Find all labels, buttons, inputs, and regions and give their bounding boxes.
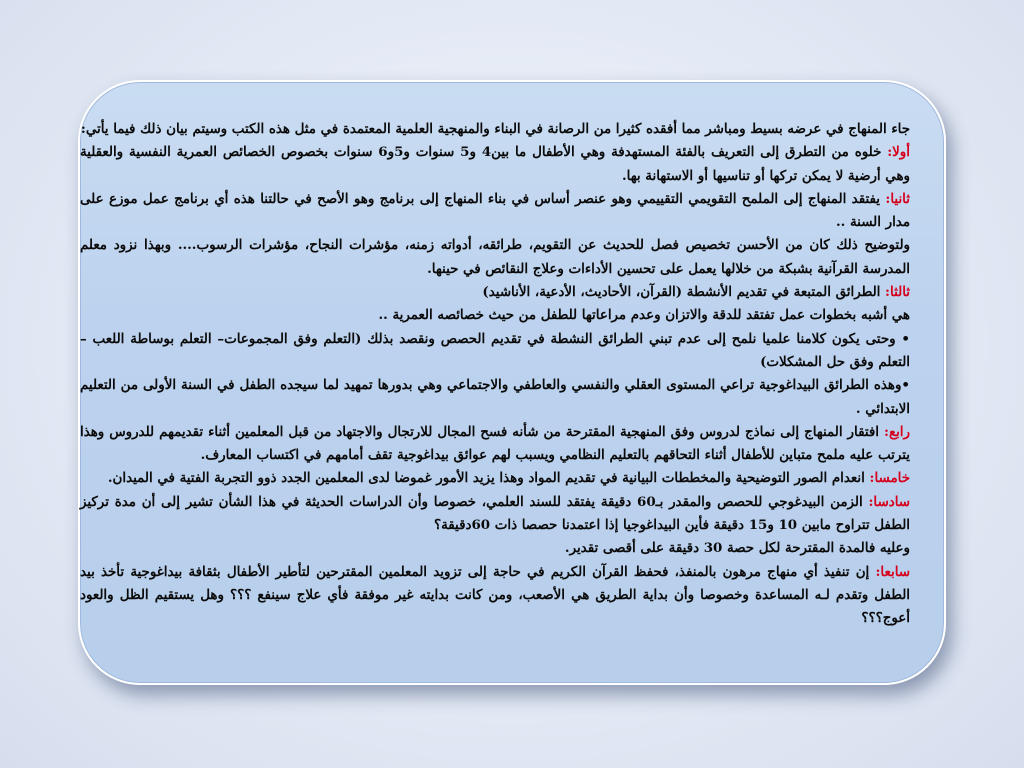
point-fifth (80, 467, 910, 490)
point-first (80, 141, 910, 188)
clarification-paragraph (80, 234, 910, 281)
bullet-pedagogical-methods (80, 374, 910, 421)
bullet-active-methods (80, 328, 910, 375)
paragraph-label: سادسا: (868, 493, 910, 510)
paragraph-text: إن تنفيذ أي منهاج مرهون بالمنفذ، فحفظ القرآن الكريم في حاجة إلى تزويد المعلمين المقترحين لتأطير الأطفال بثقافة بيداغوجية تأخذ بيد الطفل وتقدم لـه المساعدة وخصوصا وأن بداية الطريق هي الأصعب، ومن كانت بدايته غير موفقة فأي علاج سينفع ؟؟؟ وهل يستقيم الظل والعود أعوج؟؟؟ (80, 563, 910, 627)
paragraph-label: ثانيا: (885, 190, 910, 207)
slide-text-body (80, 118, 910, 631)
third-detail-paragraph (80, 304, 910, 327)
paragraph-text: الزمن البيدغوجي للحصص والمقدر بـ60 دقيقة يفتقد للسند العلمي، خصوصا وأن الدراسات الحديثة في هذا الشأن تشير إلى أن مدة تركيز الطفل تتراوح مابين 10 و15 دقيقة فأين البيداغوجيا إذا اعتمدنا حصصا ذات 60دقيقة؟ (80, 493, 910, 534)
paragraph-label: سابعا: (875, 563, 910, 580)
paragraph-text: خلوه من التطرق إلى التعريف بالفئة المستهدفة وهي الأطفال ما بين4 و5 سنوات و5و6 سنوات بخصوص الخصائص العمرية النفسية والعقلية وهي أرضية لا يمكن تركها أو تناسيها أو الاستهانة بها. (80, 144, 910, 184)
paragraph-label: ثالثا: (885, 284, 910, 301)
paragraph-label: خامسا: (869, 470, 910, 487)
paragraph-text: وعليه فالمدة المقترحة لكل حصة 30 دقيقة على أقصى تقدير. (564, 540, 910, 557)
paragraph-text: افتقار المنهاج إلى نماذج لدروس وفق المنهجية المقترحة من شأنه فسح المجال للارتجال والاجتهاد من قبل المعلمين أثناء تقديمهم للدروس وهذا يترتب عليه ملمح متباين للأطفال أثناء التحاقهم بالتعليم النظامي ويسبب لهم عوائق بيداغوجية تقف أمامهم في اكتساب المعارف. (80, 423, 910, 464)
point-fourth (80, 421, 910, 468)
paragraph-text: •وهذه الطرائق البيداغوجية تراعي المستوى العقلي والنفسي والعاطفي والاجتماعي وهي بدورها تمهيد لما سيجده الطفل في السنة الأولى من التعليم الابتدائي . (80, 377, 910, 417)
intro-paragraph (80, 118, 910, 141)
paragraph-text: الطرائق المتبعة في تقديم الأنشطة (القرآن، الأحاديث، الأدعية، الأناشيد) (482, 284, 886, 301)
point-seventh (80, 561, 910, 631)
point-third (80, 281, 910, 304)
sixth-conclusion-paragraph (80, 537, 910, 560)
paragraph-text: • وحتى يكون كلامنا علميا نلمح إلى عدم تبني الطرائق النشطة في تقديم الحصص ونقصد بذلك (التعلم وفق المجموعات– التعلم بوساطة اللعب – التعلم وفق حل المشكلات) (80, 330, 910, 370)
point-sixth (80, 491, 910, 538)
paragraph-text: هي أشبه بخطوات عمل تفتقد للدقة والاتزان وعدم مراعاتها للطفل من حيث خصائصه العمرية .. (378, 307, 910, 324)
paragraph-text: ولتوضيح ذلك كان من الأحسن تخصيص فصل للحديث عن التقويم، طرائقه، أدواته زمنه، مؤشرات النجاح، مؤشرات الرسوب.... وبهذا نزود معلم المدرسة القرآنية بشبكة من خلالها يعمل على تحسين الأداءات وعلاج النقائص في حينها. (80, 237, 910, 277)
point-second (80, 188, 910, 235)
paragraph-text: جاء المنهاج في عرضه بسيط ومباشر مما أفقده كثيرا من الرصانة في البناء والمنهجية العلمية المعتمدة في مثل هذه الكتب وسيتم بيان ذلك فيما يأتي: (80, 121, 910, 137)
paragraph-label: رابع: (884, 423, 910, 440)
paragraph-label: أولا: (887, 144, 910, 161)
paragraph-text: انعدام الصور التوضيحية والمخططات البيانية في تقديم المواد وهذا يزيد الأمور غموضا لدى المعلمين الجدد ذوو التجربة الفتية في الميدان. (107, 470, 870, 487)
paragraph-text: يفتقد المنهاج إلى الملمح التقويمي التقييمي وهو عنصر أساس في بناء المنهاج إلى برنامج وهو الأصح في حالتنا هذه أي برنامج عمل موزع على مدار السنة .. (80, 190, 910, 231)
